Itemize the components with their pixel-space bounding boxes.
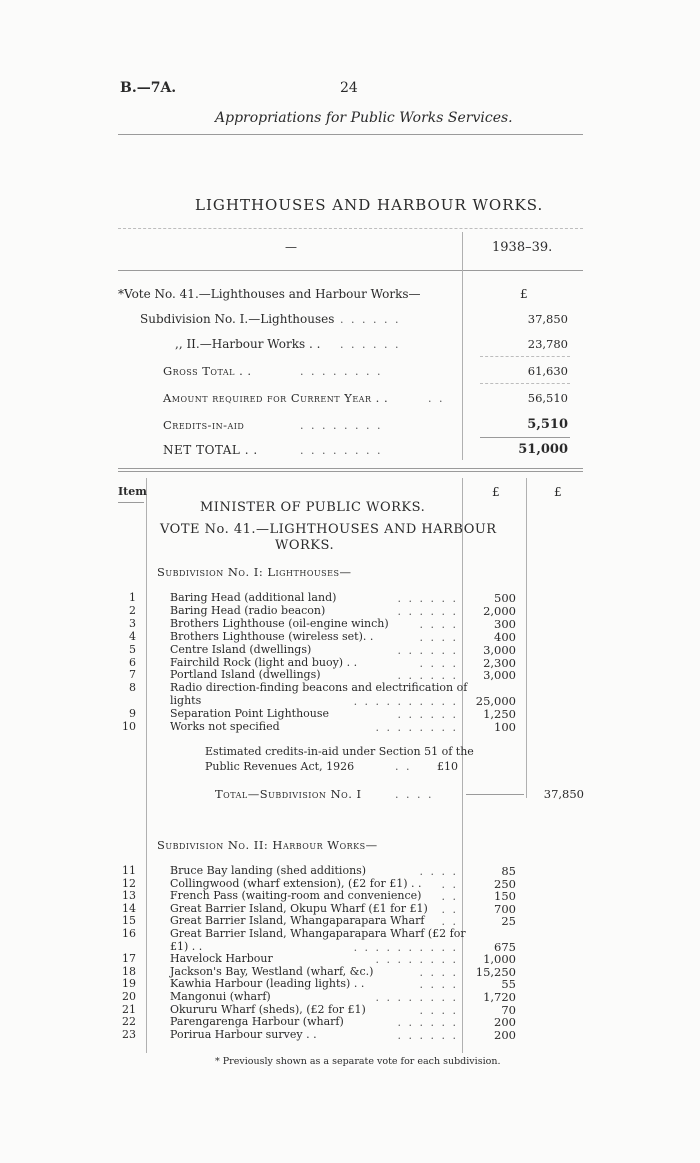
summary-credits-dots: . . . . . . . . <box>300 419 383 432</box>
item-header-rule <box>118 502 144 503</box>
item-number: 4 <box>129 629 136 643</box>
item-leader-dots: . . . . . . <box>397 669 458 683</box>
summary-row-sub1-dots: . . . . . . <box>340 313 401 326</box>
item-number: 14 <box>122 901 136 915</box>
summary-column-divider <box>462 232 463 460</box>
subdivision-1-total-amount: 37,850 <box>543 787 584 801</box>
item-amount: 25 <box>501 914 516 929</box>
item-number: 20 <box>122 990 136 1003</box>
item-description: Brothers Lighthouse (wireless set). . <box>170 629 374 643</box>
page-title: LIGHTHOUSES AND HARBOUR WORKS. <box>195 196 544 214</box>
item-number: 6 <box>129 655 136 669</box>
item-description: Okururu Wharf (sheds), (£2 for £1) <box>170 1002 366 1016</box>
total-currency-header: £ <box>554 485 562 499</box>
item-amount: 1,720 <box>483 990 516 1004</box>
item-amount: 200 <box>494 1027 516 1042</box>
item-leader-dots: . . . . . . . . <box>375 991 458 1004</box>
item-amount: 700 <box>494 901 516 916</box>
item-description: French Pass (waiting-room and convenience) <box>170 889 422 903</box>
item-amount: 15,250 <box>475 964 516 979</box>
item-amount: 70 <box>501 1002 516 1017</box>
page-number: 24 <box>340 80 358 96</box>
item-description: Jackson's Bay, Westland (wharf, &c.) <box>170 964 374 978</box>
vote-heading-line1: VOTE No. 41.—LIGHTHOUSES AND HARBOUR <box>160 522 497 537</box>
item-leader-dots: . . . . . . <box>397 1028 458 1042</box>
item-number: 3 <box>129 616 136 630</box>
summary-currency: £ <box>520 287 528 301</box>
item-leader-dots: . . . . . . . . <box>375 953 458 967</box>
item-leader-dots: . . . . . . . . . . <box>353 695 458 709</box>
item-description: Great Barrier Island, Whangaparapara Wharf (£2 for <box>170 927 466 940</box>
item-leader-dots: . . . . . . . . . . <box>353 940 458 954</box>
item-amount: 100 <box>494 720 516 734</box>
minister-heading: MINISTER OF PUBLIC WORKS. <box>200 500 426 515</box>
item-description: Great Barrier Island, Okupu Wharf (£1 for £1) <box>170 901 428 915</box>
summary-net-total-value: 51,000 <box>518 442 568 457</box>
amount-currency-header: £ <box>492 485 500 499</box>
item-leader-dots: . . <box>441 890 458 904</box>
summary-year: 1938–39. <box>492 240 553 255</box>
item-description: Mangonui (wharf) <box>170 990 271 1003</box>
summary-net-rule <box>480 437 570 438</box>
item-leader-dots: . . . . <box>419 965 458 979</box>
subdivision-2-heading: Subdivision No. II: Harbour Works— <box>157 838 378 852</box>
item-number: 13 <box>122 889 136 903</box>
summary-gross-total-dots: . . . . . . . . <box>300 365 383 378</box>
item-column-header: Item <box>118 485 147 498</box>
item-description: Centre Island (dwellings) <box>170 642 312 656</box>
item-amount: 1,000 <box>483 952 516 967</box>
item-number: 10 <box>122 720 136 733</box>
item-description: Radio direction-finding beacons and electrification of <box>170 681 468 695</box>
item-description: Bruce Bay landing (shed additions) <box>170 864 367 877</box>
summary-row-sub2: ,, II.—Harbour Works . . <box>175 337 321 351</box>
item-number: 21 <box>122 1002 136 1016</box>
item-leader-dots: . . <box>441 902 458 916</box>
total-column-divider <box>526 478 527 798</box>
credits-note-line1: Estimated credits-in-aid under Section 51 of the <box>205 745 474 758</box>
item-description: Havelock Harbour <box>170 952 273 966</box>
title-rule <box>118 228 583 229</box>
summary-gross-rule <box>480 383 570 384</box>
item-leader-dots: . . . . <box>419 1003 458 1017</box>
summary-credits-value: 5,510 <box>527 417 568 432</box>
subdivision-1-total-dots: . . . . <box>395 788 434 801</box>
item-amount: 300 <box>494 616 516 631</box>
item-leader-dots: . . <box>441 877 458 891</box>
item-number: 2 <box>129 603 136 617</box>
item-leader-dots: . . . . . . <box>397 592 458 605</box>
item-amount: 55 <box>501 977 516 992</box>
summary-net-total-dots: . . . . . . . . <box>300 444 383 457</box>
summary-row-sub2-dots: . . . . . . <box>340 338 401 351</box>
item-amount: 2,300 <box>483 655 516 670</box>
summary-credits-label: Credits-in-aid <box>163 418 245 432</box>
item-number: 5 <box>129 642 136 656</box>
item-amount: 25,000 <box>475 694 516 709</box>
credits-note-line2: Public Revenues Act, 1926 <box>205 760 355 773</box>
item-leader-dots: . . . . <box>419 630 458 644</box>
summary-bottom-rule-2 <box>118 471 583 472</box>
item-description: Separation Point Lighthouse <box>170 707 330 721</box>
page-subtitle: Appropriations for Public Works Services. <box>215 110 513 126</box>
summary-subtotal-rule <box>480 356 570 357</box>
summary-column-dash: — <box>285 240 297 254</box>
item-amount: 85 <box>501 864 516 878</box>
item-description: Porirua Harbour survey . . <box>170 1027 317 1041</box>
item-amount: 3,000 <box>483 668 516 683</box>
summary-bottom-rule <box>118 468 583 469</box>
item-number: 16 <box>122 927 136 940</box>
item-description: Fairchild Rock (light and buoy) . . <box>170 655 358 669</box>
item-description: Baring Head (radio beacon) <box>170 603 326 617</box>
document-reference: B.—7A. <box>120 80 177 96</box>
item-number: 17 <box>122 952 136 966</box>
item-number: 22 <box>122 1015 136 1029</box>
item-description: Portland Island (dwellings) <box>170 668 321 682</box>
credits-note-dots: . . <box>395 760 412 773</box>
item-number: 9 <box>129 707 136 721</box>
header-rule <box>118 134 583 135</box>
item-description: lights <box>170 694 202 708</box>
summary-row-sub1-value: 37,850 <box>527 312 568 326</box>
item-number: 23 <box>122 1027 136 1041</box>
summary-amount-required-label: Amount required for Current Year . . <box>163 391 389 405</box>
item-leader-dots: . . <box>441 915 458 929</box>
item-amount: 250 <box>494 876 516 891</box>
item-number: 8 <box>129 681 136 695</box>
item-number: 12 <box>122 876 136 890</box>
item-amount: 675 <box>494 939 516 954</box>
footnote: * Previously shown as a separate vote for each subdivision. <box>215 1056 501 1067</box>
item-description: Baring Head (additional land) <box>170 591 337 604</box>
item-number: 15 <box>122 914 136 928</box>
item-leader-dots: . . . . <box>419 978 458 992</box>
item-leader-dots: . . . . <box>419 656 458 670</box>
item-leader-dots: . . . . . . <box>397 643 458 657</box>
credits-note-amount: £10 <box>437 760 458 773</box>
item-leader-dots: . . . . . . . . <box>375 721 458 734</box>
item-amount: 400 <box>494 629 516 644</box>
vote-heading-line2: WORKS. <box>275 538 335 553</box>
subdivision-1-total-rule <box>466 794 524 795</box>
item-description: Kawhia Harbour (leading lights) . . <box>170 977 365 991</box>
summary-gross-total-value: 61,630 <box>527 364 568 378</box>
item-amount: 150 <box>494 889 516 904</box>
item-number: 19 <box>122 977 136 991</box>
item-description: Collingwood (wharf extension), (£2 for £1) . . <box>170 876 422 890</box>
item-amount: 1,250 <box>483 707 516 722</box>
item-column-divider <box>146 478 147 1053</box>
item-number: 7 <box>129 668 136 682</box>
item-number: 1 <box>129 591 136 604</box>
item-leader-dots: . . . . . . <box>397 604 458 618</box>
summary-row-sub2-value: 23,780 <box>527 337 568 351</box>
item-description: Brothers Lighthouse (oil-engine winch) <box>170 616 389 630</box>
item-number: 18 <box>122 964 136 978</box>
subdivision-1-total-label: Total—Subdivision No. I <box>215 787 362 801</box>
item-leader-dots: . . . . . . <box>397 1016 458 1030</box>
summary-amount-required-dots: . . <box>428 392 445 405</box>
summary-vote-label: *Vote No. 41.—Lighthouses and Harbour Works— <box>118 287 421 301</box>
summary-gross-total-label: Gross Total . . <box>163 364 252 378</box>
summary-row-sub1: Subdivision No. I.—Lighthouses <box>140 312 335 326</box>
item-amount: 3,000 <box>483 642 516 657</box>
item-leader-dots: . . . . <box>419 617 458 631</box>
item-leader-dots: . . . . . . <box>397 708 458 722</box>
item-description: Great Barrier Island, Whangaparapara Wharf <box>170 914 425 928</box>
summary-header-rule <box>118 270 583 271</box>
amount-column-divider <box>462 478 463 1053</box>
item-amount: 500 <box>494 591 516 605</box>
subdivision-1-heading: Subdivision No. I: Lighthouses— <box>157 565 352 579</box>
item-description: Works not specified <box>170 720 280 733</box>
item-description: Parengarenga Harbour (wharf) <box>170 1015 344 1029</box>
summary-net-total-label: NET TOTAL . . <box>163 443 258 457</box>
item-description: £1) . . <box>170 939 203 953</box>
item-amount: 2,000 <box>483 603 516 618</box>
item-amount: 200 <box>494 1015 516 1030</box>
summary-amount-required-value: 56,510 <box>527 391 568 405</box>
item-leader-dots: . . . . <box>419 865 458 878</box>
item-number: 11 <box>122 864 136 877</box>
